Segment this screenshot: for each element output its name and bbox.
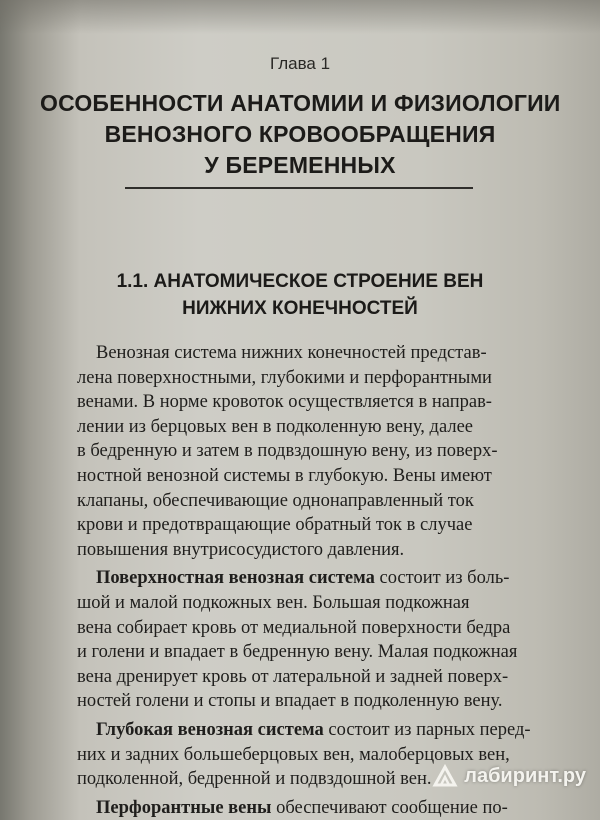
chapter-title	[40, 88, 560, 181]
watermark-text: лабиринт.ру	[464, 764, 586, 787]
text-line: вена собирает кровь от медиальной поверхности бедра	[77, 617, 511, 638]
body-text	[77, 341, 550, 820]
watermark	[432, 764, 586, 788]
title-line: У БЕРЕМЕННЫХ	[204, 152, 396, 178]
paragraph-4	[77, 796, 550, 820]
text-run: состоит из парных перед-	[323, 719, 531, 740]
text-line: и голени и впадает в бедренную вену. Малая подкожная	[77, 642, 518, 663]
title-line: ОСОБЕННОСТИ АНАТОМИИ И ФИЗИОЛОГИИ	[40, 90, 561, 116]
paragraph-1	[77, 341, 550, 562]
text-run: состоит из боль-	[374, 568, 510, 589]
term-bold: Глубокая венозная система	[96, 719, 324, 740]
term-bold: Поверхностная венозная система	[96, 568, 375, 589]
term-bold: Перфорантные вены	[96, 797, 272, 818]
text-line: лении из берцовых вен в подколенную вену, далее	[77, 416, 473, 437]
section-line: 1.1. АНАТОМИЧЕСКОЕ СТРОЕНИЕ ВЕН	[116, 271, 484, 292]
text-line: клапаны, обеспечивающие однонаправленный ток	[77, 490, 474, 511]
text-line: лена поверхностными, глубокими и перфорантными	[77, 367, 492, 388]
page-top-shadow	[0, 0, 600, 34]
text-line: подколенной, бедренной и подвздошной вен.	[77, 769, 432, 790]
text-line: в бедренную и затем в подвздошную вену, из поверх-	[77, 441, 498, 462]
text-line: них и задних большеберцовых вен, малоберцовых вен,	[77, 744, 510, 765]
text-line	[77, 566, 550, 591]
text-line: шой и малой подкожных вен. Большая подкожная	[77, 592, 470, 613]
labirint-logo-icon	[432, 764, 458, 788]
title-underline	[125, 187, 473, 189]
paragraph-2	[77, 566, 550, 714]
text-line: Венозная система нижних конечностей представ-	[96, 343, 487, 363]
chapter-label: Глава 1	[269, 54, 331, 73]
text-line: ностной венозной системы в глубокую. Вены имеют	[77, 465, 492, 486]
text-line	[77, 796, 550, 820]
title-line: ВЕНОЗНОГО КРОВООБРАЩЕНИЯ	[104, 121, 496, 147]
section-heading	[60, 268, 540, 322]
text-line: ностей голени и стопы и впадает в подколенную вену.	[77, 691, 503, 712]
text-line: крови и предотвращающие обратный ток в случае	[77, 515, 473, 536]
text-line: вена дренирует кровь от латеральной и задней поверх-	[77, 666, 509, 687]
text-line: повышения внутрисосудистого давления.	[77, 539, 405, 560]
text-line: венами. В норме кровоток осуществляется в направ-	[77, 392, 492, 413]
text-run: обеспечивают сообщение по-	[271, 797, 508, 818]
text-line	[77, 718, 550, 743]
section-line: НИЖНИХ КОНЕЧНОСТЕЙ	[182, 298, 418, 319]
